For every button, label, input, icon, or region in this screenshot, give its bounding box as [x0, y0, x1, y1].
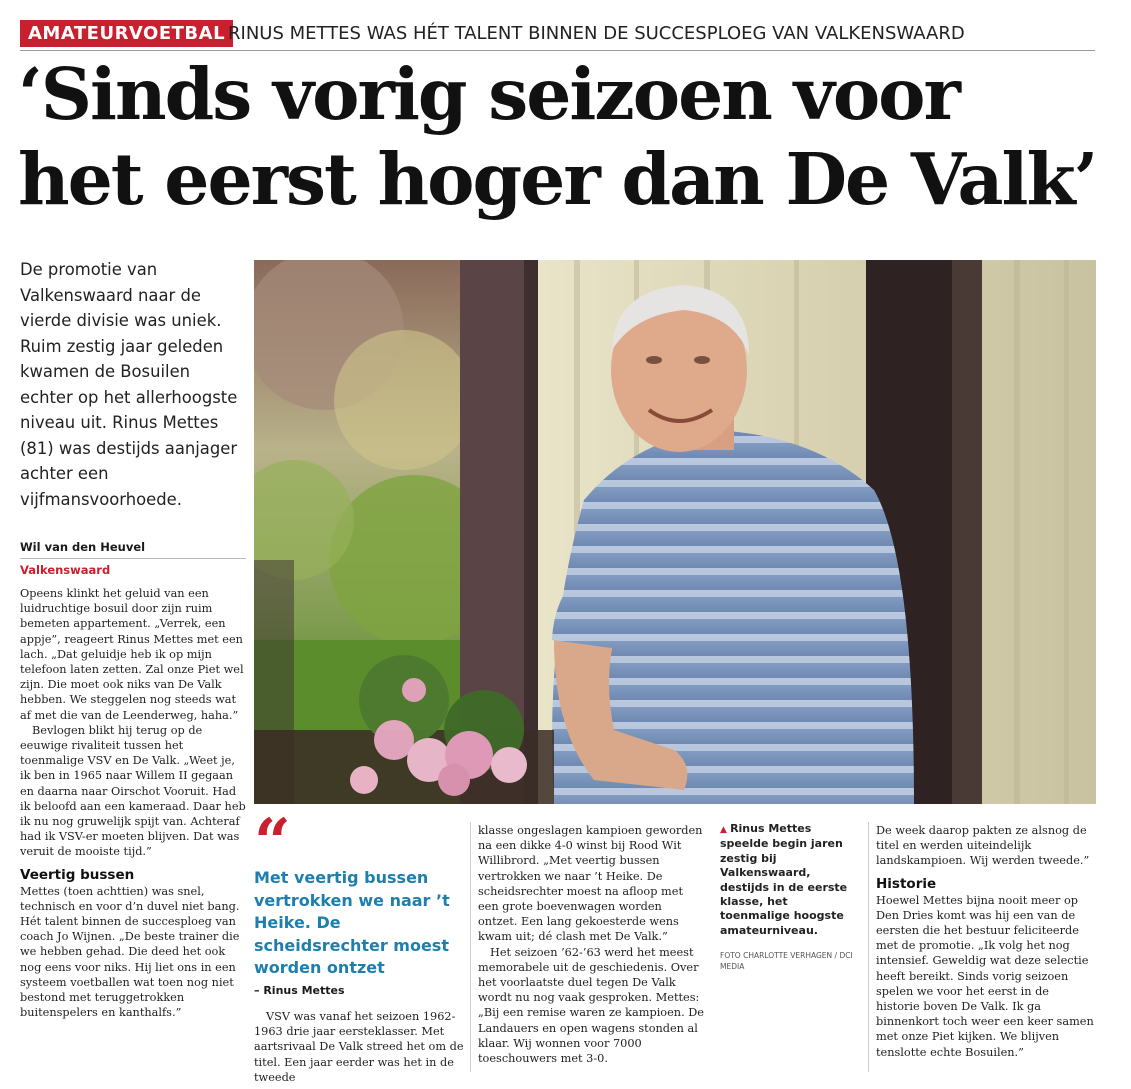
- pull-quote-author: – Rinus Mettes: [254, 983, 345, 997]
- top-rule: [20, 50, 1095, 51]
- kicker-row: [20, 18, 1116, 50]
- author-name: Wil van den Heuvel: [20, 540, 246, 559]
- body-paragraph-3: Mettes (toen achttien) was snel, technisch en voor d’n duvel niet bang. Hét talent binnen de succesploeg van coach Jo Wijnen. „De beste trainer die we hebben gehad. Die deed het ook nog eens voor niks. Hij liet ons in een systeem voetballen wat toen nog niet bestond met teruggetrokken buitenspelers en kanthalfs.”: [20, 884, 240, 1020]
- headline-line-1: ‘Sinds vorig seizoen voor: [18, 52, 959, 136]
- article-column-5: [876, 823, 1096, 1060]
- headline: [18, 52, 1118, 222]
- subhead-veertig-bussen: Veertig bussen: [20, 866, 135, 883]
- body-paragraph-5: klasse ongeslagen kampioen geworden na een dikke 4-0 winst bij Rood Wit Willibrord. „Met veertig bussen vertrokken we naar ’t Heike. De scheidsrechter moest na afloop met een grote boevenwagen worden ontzet. Een lang gekoesterde wens kwam uit; dé clash met De Valk.”: [478, 824, 703, 944]
- article-photo: [254, 260, 1096, 804]
- headline-line-2: het eerst hoger dan De Valk’: [18, 137, 1097, 221]
- article-column-3: [478, 823, 704, 1066]
- caption-body: Rinus Mettes speelde begin jaren zestig bij Valkenswaard, destijds in de eerste klasse, het toenmalige hoogste amateurniveau.: [720, 822, 848, 937]
- photo-caption: [720, 822, 860, 972]
- pull-quote: [254, 805, 464, 998]
- body-paragraph-6: Het seizoen ’62-’63 werd het meest memorabele uit de geschiedenis. Over het voorlaatste duel tegen De Valk wordt nu nog vaak gesproken. Mettes: „Bij een remise waren ze kampioen. De Landauers en open wagens stonden al klaar. Wij wonnen voor 7000 toeschouwers met 3-0.: [478, 945, 704, 1066]
- body-paragraph-8: Hoewel Mettes bijna nooit meer op Den Dries komt was hij een van de eersten die het bestuur feliciteerde met de promotie. „Ik volg het nog intensief. Geweldig wat deze selectie heeft bereikt. Sinds vorig seizoen spelen we voor het eerst in de historie boven De Valk. Ik ga binnenkort toch weer een keer samen met onze Piet kijken. We blijven tenslotte echte Bosuilen.”: [876, 893, 1094, 1059]
- body-paragraph-4: VSV was vanaf het seizoen 1962-1963 drie jaar eersteklasser. Met aartsrivaal De Valk streed het om de titel. Een jaar eerder was het in de tweede: [254, 1010, 464, 1084]
- byline: [20, 540, 246, 578]
- column-divider-right: [868, 822, 869, 1072]
- quote-mark-icon: “: [254, 805, 291, 880]
- body-paragraph-7: De week daarop pakten ze alsnog de titel en werden uiteindelijk landskampioen. Wij werden tweede.”: [876, 824, 1090, 868]
- dateline: Valkenswaard: [20, 563, 111, 577]
- article-column-2: [254, 1009, 464, 1085]
- section-badge: AMATEURVOETBAL: [20, 20, 233, 47]
- caption-triangle-icon: ▲: [720, 825, 731, 835]
- photo-credit: FOTO CHARLOTTE VERHAGEN / DCI MEDIA: [720, 951, 853, 972]
- subhead-historie: Historie: [876, 875, 937, 892]
- body-paragraph-2: Bevlogen blikt hij terug op de eeuwige rivaliteit tussen het toenmalige VSV en De Valk. „Weet je, ik ben in 1965 naar Willem II gegaan en daarna naar Oirschot Vooruit. Had ik beloofd aan een kameraad. Daar heb ik nu nog gruwelijk spijt van. Achteraf had ik VSV-er moeten blijven. Dat was veruit de mooiste tijd.”: [20, 723, 246, 859]
- pull-quote-text: Met veertig bussen vertrokken we naar ’t Heike. De scheidsrechter moest worden ontzet: [254, 868, 450, 977]
- photo-illustration: [254, 260, 1096, 804]
- article-column-1: [20, 586, 246, 1020]
- intro-paragraph: De promotie van Valkenswaard naar de vierde divisie was uniek. Ruim zestig jaar geleden kwamen de Bosuilen echter op het allerhoogste niveau uit. Rinus Mettes (81) was destijds aanjager achter een vijfmansvoorhoede.: [20, 260, 238, 509]
- kicker-subtitle: RINUS METTES WAS HÉT TALENT BINNEN DE SUCCESPLOEG VAN VALKENSWAARD: [228, 23, 965, 44]
- body-paragraph-1: Opeens klinkt het geluid van een luidruchtige bosuil door zijn ruim bemeten appartement. „Verrek, een appje”, reageert Rinus Mettes met een lach. „Dat geluidje heb ik op mijn telefoon laten zetten. Zal onze Piet wel zijn. Die moet ook niks van De Valk hebben. We steggelen nog steeds wat af met die van de Leenderweg, haha.”: [20, 587, 244, 722]
- caption-text: [720, 822, 860, 938]
- column-divider: [470, 822, 471, 1072]
